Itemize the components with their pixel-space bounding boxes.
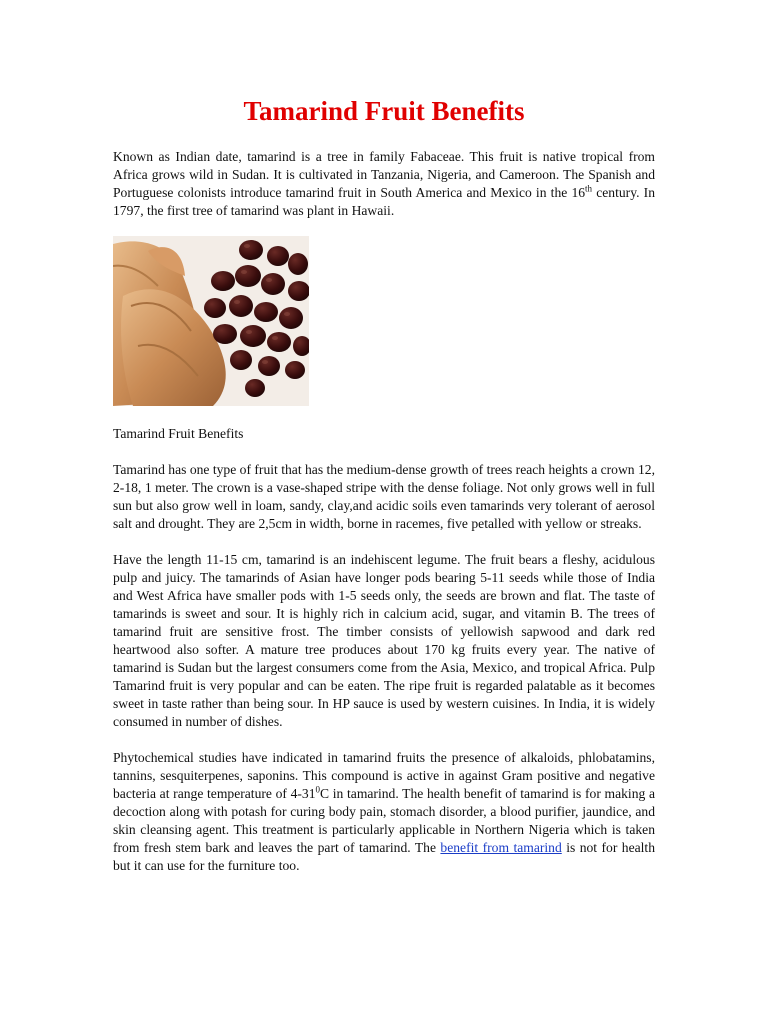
degree-superscript: 0 <box>315 784 321 795</box>
phytochemical-text-end: is not for health but it can use for the furniture too. <box>113 840 655 873</box>
intro-text: Known as Indian date, tamarind is a tree in family Fabaceae. This fruit is native tropical from Africa grows wild in Sudan. It is cultivated in Tanzania, Nigeria, and Cameroon. The Spanish and Portuguese colonists introduce tamarind fruit in South America and Mexico in the 16 <box>113 149 655 200</box>
tamarind-photo <box>113 236 309 406</box>
benefit-link[interactable]: benefit from tamarind <box>440 840 562 855</box>
document-body <box>113 148 655 875</box>
intro-superscript: th <box>585 183 593 194</box>
page-title: Tamarind Fruit Benefits <box>243 96 525 126</box>
phytochemical-text-mid: C in tamarind. The health benefit of tamarind is for making a decoction along with potash for curing body pain, stomach disorder, a blood purifier, jaundice, and skin cleansing agent. This treatment is particularly applicable in Northern Nigeria which is taken from fresh stem bark and leaves the part of tamarind. The <box>113 786 655 855</box>
paragraph-fruit: Have the length 11-15 cm, tamarind is an indehiscent legume. The fruit bears a fleshy, acidulous pulp and juicy. The tamarinds of Asian have longer pods bearing 5-11 seeds while those of India and West Africa have smaller pods with 1-5 seeds only, the seeds are brown and flat. The taste of tamarinds is sweet and sour. It is highly rich in calcium acid, sugar, and vitamin B. The trees of tamarind fruit are sensitive frost. The timber consists of yellowish sapwood and dark red heartwood also softer. A mature tree produces about 170 kg fruits every year. The native of tamarind is Sudan but the largest consumers come from the Asia, Mexico, and tropical Africa. Pulp Tamarind fruit is very popular and can be eaten. The ripe fruit is regarded palatable as it becomes sweet in taste rather than being sour. In HP sauce is used by western cuisines. In India, it is widely consumed in number of dishes. <box>113 552 655 729</box>
paragraph-growth: Tamarind has one type of fruit that has the medium-dense growth of trees reach heights a crown 12, 2-18, 1 meter. The crown is a vase-shaped stripe with the dense foliage. Not only grows well in full sun but also grow well in loam, sandy, clay,and acidic soils even tamarinds very tolerant of aerosol salt and drought. They are 2,5cm in width, borne in racemes, five petalled with yellow or streaks. <box>113 462 655 531</box>
intro-paragraph <box>113 148 655 220</box>
intro-text-end: century. In 1797, the first tree of tamarind was plant in Hawaii. <box>113 185 655 218</box>
section-subheading: Tamarind Fruit Benefits <box>113 426 244 441</box>
phytochemical-text: Phytochemical studies have indicated in tamarind fruits the presence of alkaloids, phlobatamins, tannins, sesquiterpenes, saponins. This compound is active in against Gram positive and negative bacteria at range temperature of 4-31 <box>113 750 655 801</box>
paragraph-phytochemical <box>113 749 655 875</box>
